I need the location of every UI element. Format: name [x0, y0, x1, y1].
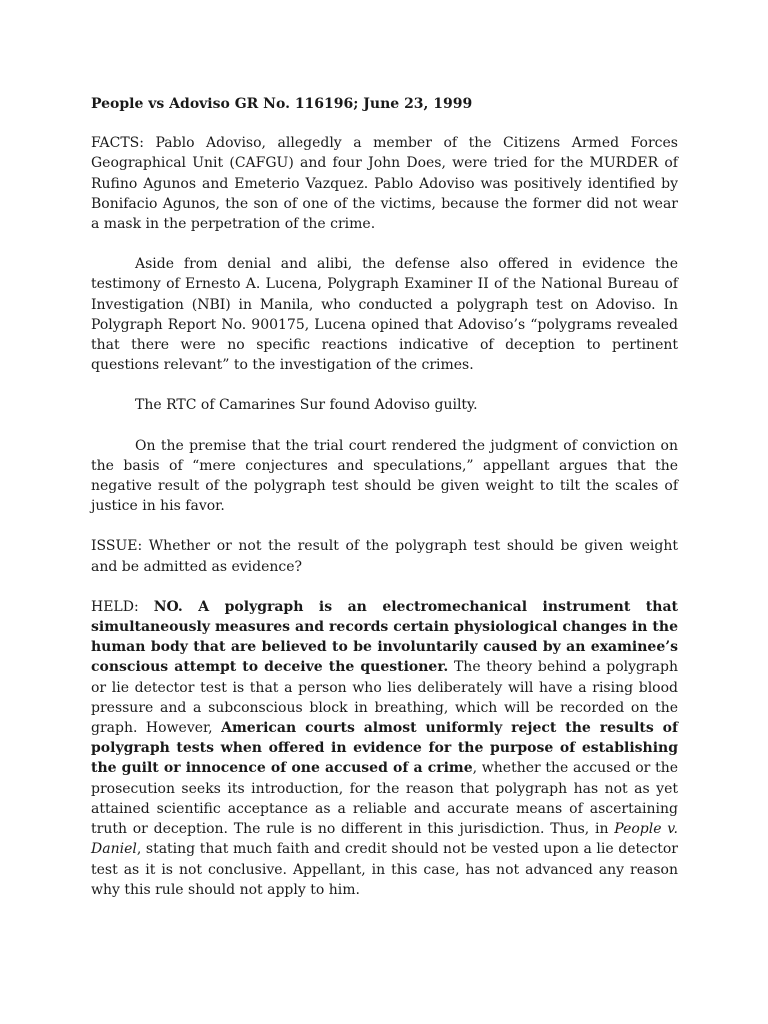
defense-paragraph: Aside from denial and alibi, the defense also offered in evidence the testimony of Ernesto A. Lucena, Polygraph Examiner II of the National Bureau of Investigation (NBI) in Manila, who conducted a polygraph test on Adoviso. In Polygraph Report No. 900175, Lucena opined that Adoviso’s “polygrams revealed that there were no specific reactions indicative of deception to pertinent questions relevant” to the investigation of the crimes. [91, 256, 678, 374]
held-bold-ruling: NO. A polygraph is an electromechanical instrument that simultaneously measures and records certain physiological changes in the human body that are believed to be involuntarily caused by an examinee’s conscious attempt to deceive the questioner. [91, 598, 678, 676]
facts-paragraph [91, 133, 678, 234]
held-label: HELD: [91, 598, 154, 615]
held-text-theory: The theory behind a polygraph or lie detector test is that a person who lies deliberately will have a rising blood pressure and a subconscious block in breathing, which will be recorded on the graph. However, [91, 659, 678, 737]
held-paragraph [91, 597, 678, 900]
document-body [91, 94, 678, 920]
held-text-conclusion: , stating that much faith and credit should not be vested upon a lie detector test as it is not conclusive. Appellant, in this case, has not advanced any reason why this rule should not apply to him. [91, 841, 678, 898]
case-title: People vs Adoviso GR No. 116196; June 23, 1999 [91, 96, 473, 112]
held-bold-american-courts: American courts almost uniformly reject the results of polygraph tests when offered in evidence for the purpose of establishing the guilt or innocence of one accused of a crime [91, 720, 678, 777]
held-case-citation: People v. Daniel [91, 821, 678, 858]
facts-text: Pablo Adoviso, allegedly a member of the Citizens Armed Forces Geographical Unit (CAFGU) and four John Does, were tried for the MURDER of Rufino Agunos and Emeterio Vazquez. Pablo Adoviso was positively identified by Bonifacio Agunos, the son of one of the victims, because the former did not wear a mask in the perpetration of the crime. [91, 135, 678, 233]
issue-paragraph: ISSUE: Whether or not the result of the polygraph test should be given weight and be admitted as evidence? [91, 538, 678, 575]
held-text-reason: , whether the accused or the prosecution seeks its introduction, for the reason that polygraph has not as yet attained scientific acceptance as a reliable and accurate means of ascertaining truth or deception. The rule is no different in this jurisdiction. Thus, in [91, 760, 679, 838]
rtc-paragraph: The RTC of Camarines Sur found Adoviso guilty. [135, 397, 478, 414]
facts-label: FACTS: [91, 135, 144, 152]
premise-paragraph: On the premise that the trial court rendered the judgment of conviction on the basis of “mere conjectures and speculations,” appellant argues that the negative result of the polygraph test should be given weight to tilt the scales of justice in his favor. [91, 437, 678, 515]
